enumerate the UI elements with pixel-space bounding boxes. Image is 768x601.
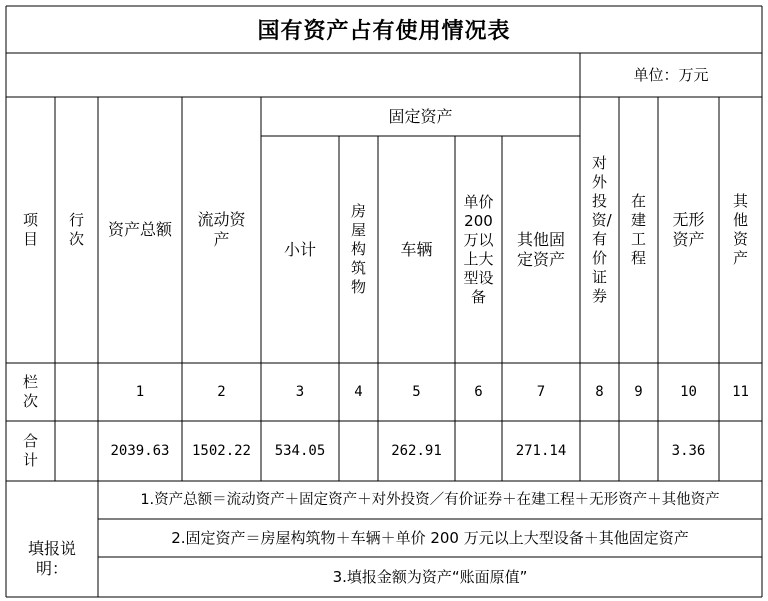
note-item: 2.固定资产＝房屋构筑物＋车辆＋单价 200 万元以上大型设备＋其他固定资产 xyxy=(171,528,689,547)
totals-label: 合计 xyxy=(22,432,38,469)
column-number-label: 栏次 xyxy=(22,373,38,410)
column-number: 11 xyxy=(732,384,749,400)
header-other-fixed: 其他固定资产 xyxy=(516,229,565,269)
column-number: 4 xyxy=(354,384,363,400)
column-number: 6 xyxy=(474,384,483,400)
header-vehicles: 车辆 xyxy=(400,239,433,259)
page-title: 国有资产占有使用情况表 xyxy=(257,18,511,44)
header-investments: 对外投资/有价证券 xyxy=(591,154,612,305)
header-subtotal: 小计 xyxy=(283,239,316,259)
header-current-assets: 流动资产 xyxy=(197,210,246,249)
header-other-assets: 其他资产 xyxy=(732,192,748,267)
header-item: 项目 xyxy=(22,211,38,248)
header-buildings: 房屋构筑物 xyxy=(350,202,366,296)
header-large-equipment: 单价200万以上大型设备 xyxy=(463,192,494,306)
notes-label: 填报说明： xyxy=(27,539,76,578)
column-number: 9 xyxy=(634,384,643,400)
unit-label: 单位：万元 xyxy=(633,65,709,84)
other-fixed-value: 271.14 xyxy=(515,443,567,459)
header-fixed-assets: 固定资产 xyxy=(388,106,453,126)
subtotal-value: 534.05 xyxy=(274,443,326,459)
column-number: 5 xyxy=(412,384,421,400)
total-assets-value: 2039.63 xyxy=(110,443,170,459)
header-construction: 在建工程 xyxy=(630,192,646,267)
column-number: 3 xyxy=(295,384,305,400)
header-total-assets: 资产总额 xyxy=(107,220,172,239)
column-number: 2 xyxy=(217,384,226,400)
column-number: 7 xyxy=(536,384,546,400)
note-item: 3.填报金额为资产“账面原值” xyxy=(332,567,528,586)
column-number: 8 xyxy=(595,384,604,400)
note-item: 1.资产总额＝流动资产＋固定资产＋对外投资／有价证券＋在建工程＋无形资产＋其他资产 xyxy=(140,491,720,508)
header-intangible: 无形资产 xyxy=(672,210,705,249)
header-line-no: 行次 xyxy=(68,211,84,248)
column-number: 10 xyxy=(680,384,697,400)
current-assets-value: 1502.22 xyxy=(191,443,251,459)
vehicles-value: 262.91 xyxy=(391,443,442,459)
column-number: 1 xyxy=(135,384,145,400)
intangible-value: 3.36 xyxy=(671,443,706,459)
